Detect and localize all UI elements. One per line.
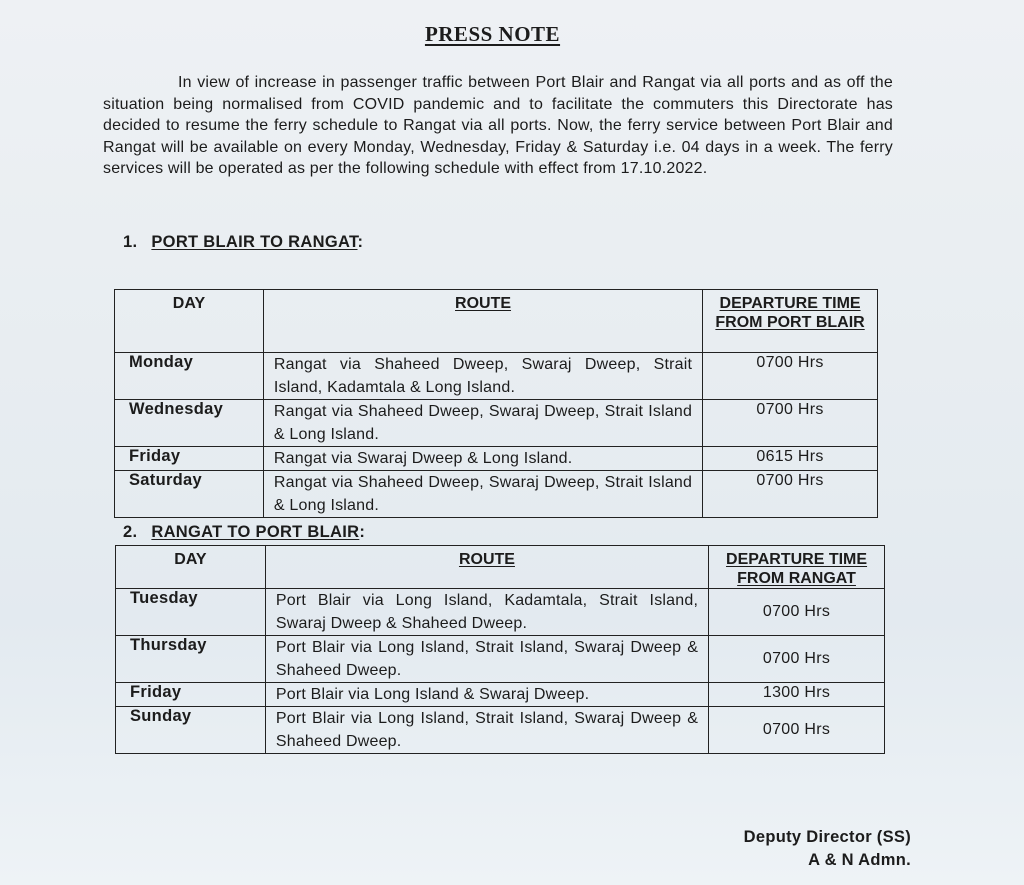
row-day: Thursday [116, 636, 266, 683]
row-day: Saturday [115, 471, 264, 518]
row-day: Friday [115, 447, 264, 471]
document-title: PRESS NOTE [424, 22, 561, 46]
row-time: 0700 Hrs [709, 707, 885, 754]
table-header-row [116, 546, 885, 589]
section2-colon: : [359, 523, 366, 541]
route-column-header: ROUTE [265, 546, 708, 589]
row-route: Rangat via Shaheed Dweep, Swaraj Dweep, Strait Island & Long Island. [263, 471, 702, 518]
table-row [116, 707, 885, 754]
time-column-header: DEPARTURE TIME FROM PORT BLAIR [703, 290, 878, 353]
row-time: 0700 Hrs [709, 636, 885, 683]
row-time: 0700 Hrs [703, 400, 878, 447]
section2-number: 2. [123, 523, 138, 541]
row-route: Port Blair via Long Island & Swaraj Dweep. [265, 683, 708, 707]
time-column-header: DEPARTURE TIME FROM RANGAT [709, 546, 885, 589]
rangat-to-port-blair-table [115, 545, 885, 754]
section1-colon: : [357, 233, 364, 251]
table-header-row [115, 290, 878, 353]
port-blair-to-rangat-table [114, 289, 878, 518]
section1-number: 1. [123, 233, 138, 251]
section1-heading [123, 233, 363, 252]
row-route: Rangat via Shaheed Dweep, Swaraj Dweep, Strait Island, Kadamtala & Long Island. [263, 353, 702, 400]
row-time: 0700 Hrs [703, 353, 878, 400]
table-row [116, 589, 885, 636]
table-row [116, 683, 885, 707]
route-column-header: ROUTE [263, 290, 702, 353]
table-row [115, 447, 878, 471]
section1-title: PORT BLAIR TO RANGAT [151, 233, 358, 251]
intro-paragraph: In view of increase in passenger traffic between Port Blair and Rangat via all ports and as off the situation being normalised from COVID pandemic and to facilitate the commuters this Directorate has decided to resume the ferry schedule to Rangat via all ports. Now, the ferry service between Port Blair and Rangat will be available on every Monday, Wednesday, Friday & Saturday i.e. 04 days in a week. The ferry services will be operated as per the following schedule with effect from 17.10.2022. [103, 74, 893, 177]
signatory-designation: Deputy Director (SS) [743, 828, 911, 846]
row-time: 0615 Hrs [703, 447, 878, 471]
row-time: 1300 Hrs [709, 683, 885, 707]
row-time: 0700 Hrs [709, 589, 885, 636]
row-route: Rangat via Shaheed Dweep, Swaraj Dweep, Strait Island & Long Island. [263, 400, 702, 447]
table-row [115, 400, 878, 447]
row-time: 0700 Hrs [703, 471, 878, 518]
table-row [116, 636, 885, 683]
row-route: Port Blair via Long Island, Strait Island, Swaraj Dweep & Shaheed Dweep. [265, 707, 708, 754]
row-day: Friday [116, 683, 266, 707]
row-route: Rangat via Swaraj Dweep & Long Island. [263, 447, 702, 471]
row-route: Port Blair via Long Island, Kadamtala, Strait Island, Swaraj Dweep & Shaheed Dweep. [265, 589, 708, 636]
signatory-office: A & N Admn. [808, 851, 911, 869]
row-day: Sunday [116, 707, 266, 754]
section2-heading [123, 523, 365, 542]
row-day: Wednesday [115, 400, 264, 447]
table-row [115, 471, 878, 518]
section2-title: RANGAT TO PORT BLAIR [151, 523, 360, 541]
row-day: Monday [115, 353, 264, 400]
row-route: Port Blair via Long Island, Strait Island, Swaraj Dweep & Shaheed Dweep. [265, 636, 708, 683]
table-row [115, 353, 878, 400]
day-column-header: DAY [115, 290, 264, 353]
signature-block [744, 826, 911, 872]
day-column-header: DAY [116, 546, 266, 589]
row-day: Tuesday [116, 589, 266, 636]
